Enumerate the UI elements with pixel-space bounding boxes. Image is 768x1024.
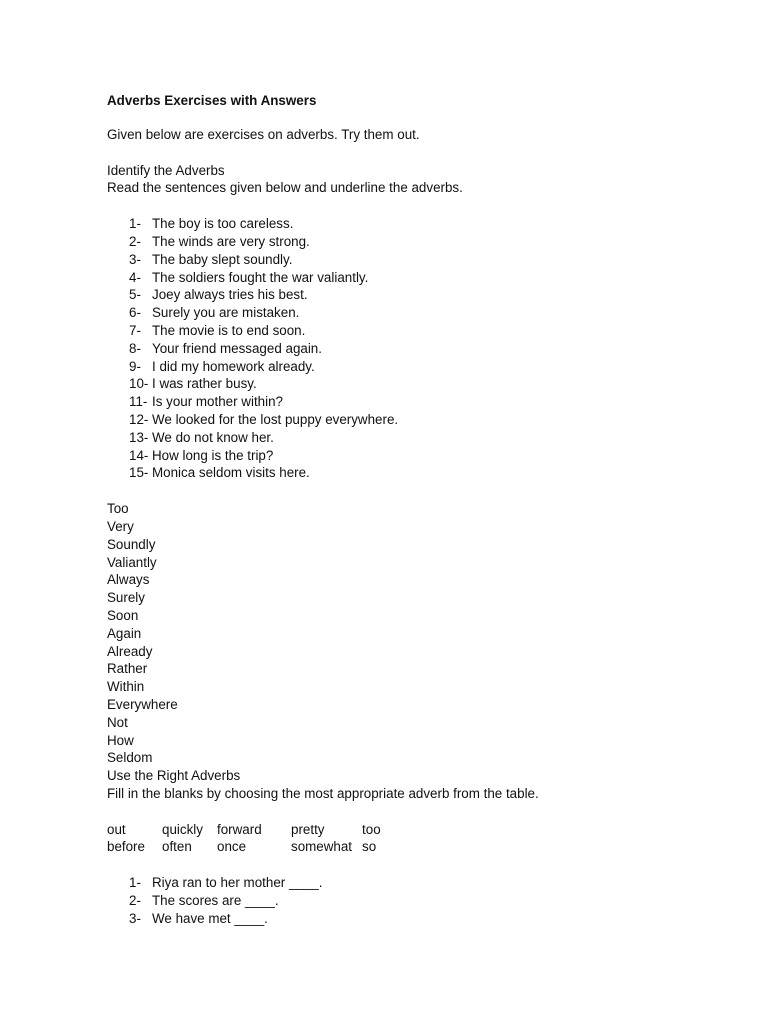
answer-word: Too bbox=[107, 501, 129, 517]
word-cell: once bbox=[217, 839, 247, 855]
answer-word: Valiantly bbox=[107, 554, 157, 570]
blank-item bbox=[129, 892, 707, 910]
item-number: 11- bbox=[129, 394, 148, 410]
item-text: The movie is to end soon. bbox=[152, 322, 306, 338]
item-number: 6- bbox=[129, 305, 141, 321]
item-number: 15- bbox=[129, 465, 149, 481]
item-text: Surely you are mistaken. bbox=[152, 305, 300, 321]
word-cell: forward bbox=[217, 821, 262, 837]
word-cell: pretty bbox=[291, 821, 325, 837]
item-text: I was rather busy. bbox=[152, 376, 257, 392]
answer-word: Within bbox=[107, 679, 145, 695]
answer-word: Very bbox=[107, 518, 134, 534]
answer-word: Again bbox=[107, 625, 142, 641]
item-text: The soldiers fought the war valiantly. bbox=[152, 269, 369, 285]
item-number: 2- bbox=[129, 233, 141, 249]
answer-word: Rather bbox=[107, 661, 148, 677]
section1-answer-list bbox=[107, 500, 707, 767]
sentence-item bbox=[129, 340, 707, 358]
item-number: 7- bbox=[129, 322, 141, 338]
answer-word: Soundly bbox=[107, 536, 156, 552]
word-cell: before bbox=[107, 839, 145, 855]
sentence-item bbox=[129, 447, 707, 465]
document-title: Adverbs Exercises with Answers bbox=[107, 93, 317, 108]
sentence-item bbox=[129, 286, 707, 304]
sentence-item bbox=[129, 464, 707, 482]
answer-word: Surely bbox=[107, 590, 145, 606]
sentence-item bbox=[129, 304, 707, 322]
sentence-item bbox=[129, 429, 707, 447]
item-number: 5- bbox=[129, 287, 141, 303]
item-number: 3- bbox=[129, 910, 141, 926]
item-text: Monica seldom visits here. bbox=[152, 465, 310, 481]
item-number: 9- bbox=[129, 358, 141, 374]
word-cell: out bbox=[107, 821, 126, 837]
item-text: How long is the trip? bbox=[152, 447, 274, 463]
section2-heading: Use the Right Adverbs bbox=[107, 768, 241, 784]
answer-word: Soon bbox=[107, 607, 139, 623]
sentence-item bbox=[129, 269, 707, 287]
sentence-item bbox=[129, 251, 707, 269]
sentence-item bbox=[129, 375, 707, 393]
blank-item bbox=[129, 874, 707, 892]
item-text: The scores are ____. bbox=[152, 893, 279, 909]
item-text: We looked for the lost puppy everywhere. bbox=[152, 411, 399, 427]
sentence-item bbox=[129, 322, 707, 340]
item-number: 2- bbox=[129, 893, 141, 909]
word-cell: somewhat bbox=[291, 839, 353, 855]
item-text: Riya ran to her mother ____. bbox=[152, 875, 323, 891]
word-cell: often bbox=[162, 839, 192, 855]
answer-word: Not bbox=[107, 714, 128, 730]
answer-word: Everywhere bbox=[107, 696, 178, 712]
sentence-item bbox=[129, 393, 707, 411]
blank-item bbox=[129, 910, 707, 928]
item-number: 4- bbox=[129, 269, 141, 285]
section1-sentence-list bbox=[107, 215, 707, 482]
item-text: The boy is too careless. bbox=[152, 216, 294, 232]
section2-blank-list bbox=[107, 874, 707, 927]
item-text: The baby slept soundly. bbox=[152, 251, 293, 267]
item-number: 13- bbox=[129, 429, 149, 445]
item-number: 3- bbox=[129, 251, 141, 267]
item-text: We have met ____. bbox=[152, 910, 268, 926]
item-text: Joey always tries his best. bbox=[152, 287, 308, 303]
item-number: 14- bbox=[129, 447, 149, 463]
section1-instruction: Read the sentences given below and underline the adverbs. bbox=[107, 180, 463, 196]
section1-heading: Identify the Adverbs bbox=[107, 162, 225, 178]
answer-word: Already bbox=[107, 643, 153, 659]
document-content bbox=[107, 92, 707, 928]
sentence-item bbox=[129, 358, 707, 376]
item-number: 8- bbox=[129, 340, 141, 356]
word-row bbox=[107, 838, 412, 856]
answer-word: Seldom bbox=[107, 750, 153, 766]
item-text: I did my homework already. bbox=[152, 358, 315, 374]
item-number: 1- bbox=[129, 216, 141, 232]
item-text: Is your mother within? bbox=[152, 394, 283, 410]
sentence-item bbox=[129, 233, 707, 251]
item-text: We do not know her. bbox=[152, 429, 274, 445]
word-row bbox=[107, 821, 412, 839]
word-cell: too bbox=[362, 821, 381, 837]
intro-text: Given below are exercises on adverbs. Try them out. bbox=[107, 126, 420, 142]
adverb-word-table bbox=[107, 821, 412, 857]
word-cell: quickly bbox=[162, 821, 203, 837]
item-number: 10- bbox=[129, 376, 149, 392]
section2-instruction: Fill in the blanks by choosing the most appropriate adverb from the table. bbox=[107, 785, 539, 801]
item-text: Your friend messaged again. bbox=[152, 340, 322, 356]
sentence-item bbox=[129, 411, 707, 429]
answer-word: How bbox=[107, 732, 134, 748]
word-cell: so bbox=[362, 839, 377, 855]
item-number: 1- bbox=[129, 875, 141, 891]
item-number: 12- bbox=[129, 411, 149, 427]
answer-word: Always bbox=[107, 572, 150, 588]
item-text: The winds are very strong. bbox=[152, 233, 310, 249]
sentence-item bbox=[129, 215, 707, 233]
